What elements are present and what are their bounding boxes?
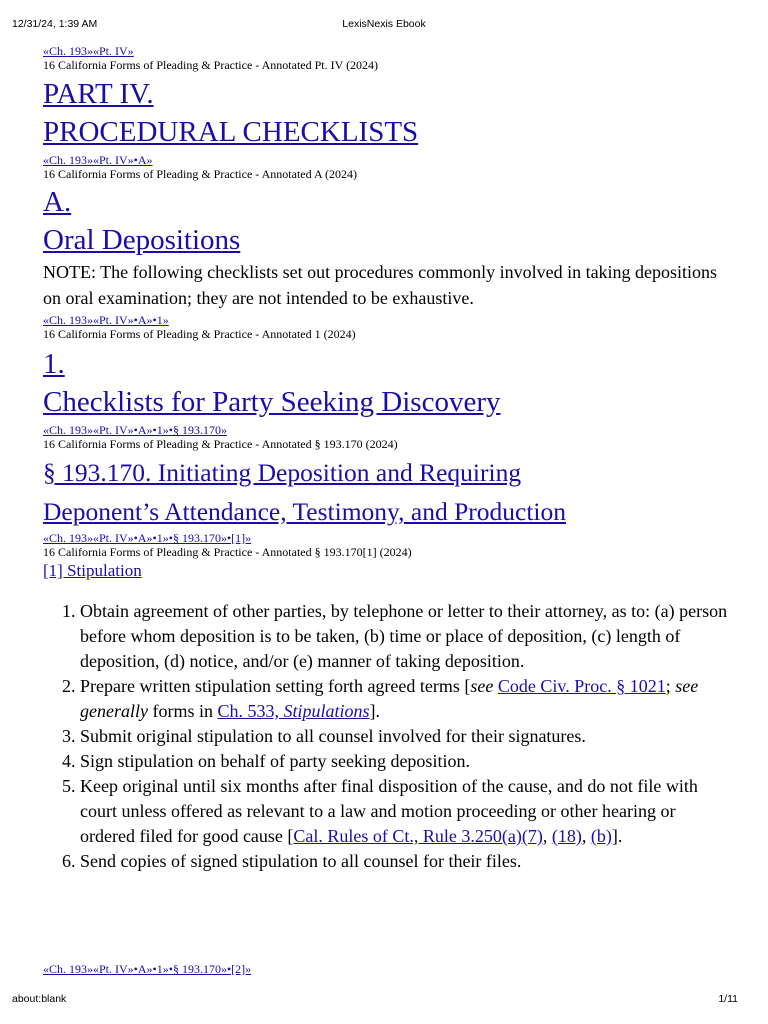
note-paragraph: NOTE: The following checklists set out procedures commonly involved in taking depositions on oral examination; they are not intended to be exhaustive.	[43, 262, 718, 308]
rule-b-link[interactable]: (b)	[590, 826, 612, 846]
link-text-italic[interactable]: Stipulations	[283, 701, 370, 721]
next-section-breadcrumb[interactable]: «Ch. 193»«Pt. IV»•A»•1»•§ 193.170»•[2]»	[43, 962, 252, 976]
print-url: about:blank	[12, 993, 67, 1005]
print-header	[0, 18, 768, 34]
part-heading-line2[interactable]: PROCEDURAL CHECKLISTS	[43, 116, 419, 148]
see-signal: see	[470, 676, 494, 696]
source-citation: 16 California Forms of Pleading & Practice - Annotated § 193.170 (2024)	[43, 437, 398, 451]
breadcrumb[interactable]: «Ch. 193»«Pt. IV»•A»•1»	[43, 313, 169, 327]
breadcrumb[interactable]: «Ch. 193»«Pt. IV»	[43, 44, 134, 58]
source-citation: 16 California Forms of Pleading & Practice - Annotated A (2024)	[43, 167, 357, 181]
section-heading-line1[interactable]: § 193.170. Initiating Deposition and Requiring	[43, 458, 522, 487]
checklist-heading-line1[interactable]: 1.	[43, 348, 65, 380]
list-item-text: Prepare written stipulation setting forth agreed terms [	[80, 676, 471, 696]
list-item-text: Sign stipulation on behalf of party seeking deposition.	[80, 751, 470, 771]
subpart-heading-line1[interactable]: A.	[43, 186, 72, 218]
breadcrumb[interactable]: «Ch. 193»«Pt. IV»•A»•1»•§ 193.170»•[1]»	[43, 531, 252, 545]
checklist-heading[interactable]	[43, 345, 733, 421]
source-citation: 16 California Forms of Pleading & Practice - Annotated Pt. IV (2024)	[43, 58, 379, 72]
list-item-text: ,	[581, 826, 591, 846]
document-body	[43, 44, 733, 874]
checklist	[43, 599, 733, 874]
print-title: LexisNexis Ebook	[342, 18, 426, 30]
print-footer	[0, 993, 768, 1009]
subpart-heading[interactable]	[43, 183, 733, 259]
link-text[interactable]: Ch. 533,	[217, 701, 284, 721]
section-heading-line2[interactable]: Deponent’s Attendance, Testimony, and Production	[43, 497, 566, 526]
list-item-text: Obtain agreement of other parties, by telephone or letter to their attorney, as to: (a) person before whom deposition is to be taken, (b) time or place of deposition, (c) length of deposition, (d) notice, and/or (e) manner of taking deposition.	[80, 601, 728, 671]
code-civ-proc-link[interactable]: Code Civ. Proc. § 1021	[497, 676, 666, 696]
list-item-text: ;	[665, 676, 676, 696]
page-number: 1/11	[718, 993, 738, 1005]
breadcrumb[interactable]: «Ch. 193»«Pt. IV»•A»•1»•§ 193.170»	[43, 423, 227, 437]
list-item-text: Send copies of signed stipulation to all counsel for their files.	[80, 851, 522, 871]
source-citation: 16 California Forms of Pleading & Practice - Annotated 1 (2024)	[43, 327, 356, 341]
list-item	[80, 749, 733, 774]
subsection-heading[interactable]: [1] Stipulation	[43, 561, 142, 580]
list-item-text: Keep original until six months after final disposition of the cause, and do not file with court unless offered as relevant to a law and motion proceeding or other hearing or ordered filed for good cause [	[80, 776, 698, 846]
part-heading[interactable]	[43, 75, 733, 151]
list-item	[80, 849, 733, 874]
list-item-text: Submit original stipulation to all counsel involved for their signatures.	[80, 726, 586, 746]
rules-of-court-link[interactable]: Cal. Rules of Ct., Rule 3.250(a)(7)	[293, 826, 543, 846]
breadcrumb[interactable]: «Ch. 193»«Pt. IV»•A»	[43, 153, 153, 167]
checklist-heading-line2[interactable]: Checklists for Party Seeking Discovery	[43, 386, 501, 418]
list-item-text: ,	[542, 826, 552, 846]
list-item	[80, 724, 733, 749]
subpart-heading-line2[interactable]: Oral Depositions	[43, 224, 241, 256]
print-datetime: 12/31/24, 1:39 AM	[12, 18, 98, 30]
list-item	[80, 674, 733, 724]
stipulations-chapter-link[interactable]	[217, 701, 369, 721]
list-item-text: ].	[369, 701, 381, 721]
list-item-text: ].	[611, 826, 623, 846]
section-heading[interactable]	[43, 453, 733, 531]
list-item	[80, 774, 733, 849]
rule-18-link[interactable]: (18)	[551, 826, 582, 846]
list-item	[80, 599, 733, 674]
part-heading-line1[interactable]: PART IV.	[43, 78, 154, 110]
see-generally-signal: see generally	[80, 676, 699, 721]
source-citation: 16 California Forms of Pleading & Practice - Annotated § 193.170[1] (2024)	[43, 545, 412, 559]
list-item-text: forms in	[147, 701, 218, 721]
